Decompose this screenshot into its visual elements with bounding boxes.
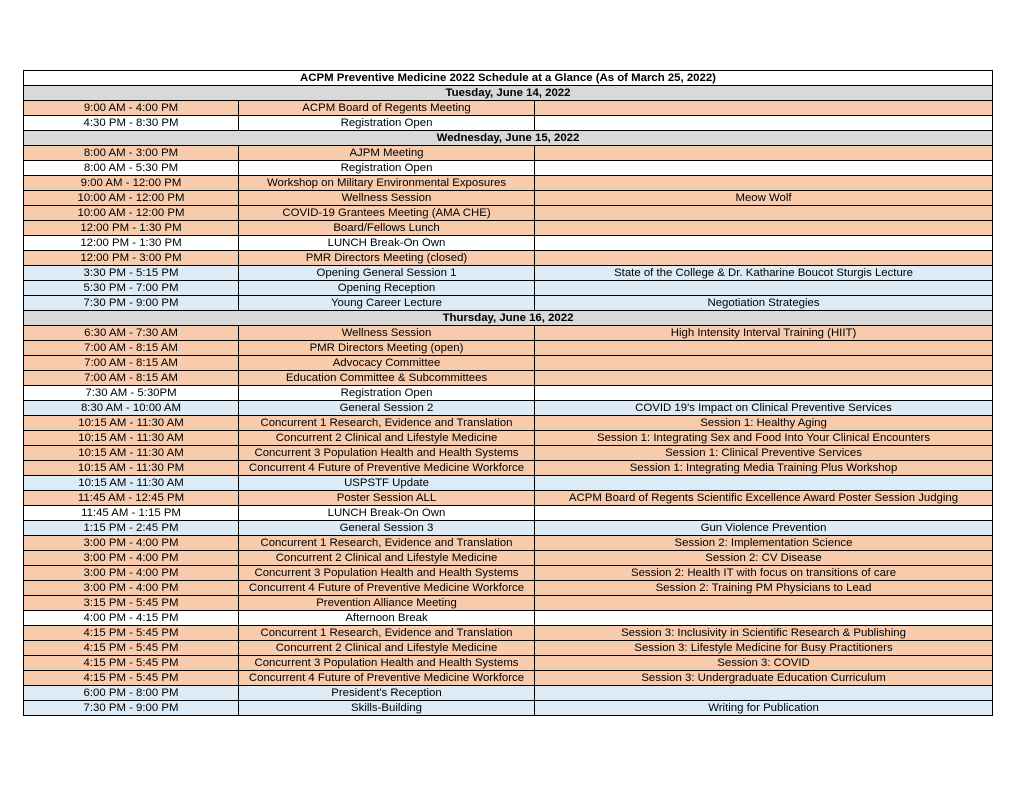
schedule-title: ACPM Preventive Medicine 2022 Schedule at a Glance (As of March 25, 2022) [24, 71, 993, 86]
time-cell: 6:30 AM - 7:30 AM [24, 326, 239, 341]
detail-cell: Session 2: Training PM Physicians to Lead [535, 581, 993, 596]
schedule-row [24, 686, 993, 701]
time-cell: 10:15 AM - 11:30 AM [24, 416, 239, 431]
detail-cell: COVID 19's Impact on Clinical Preventive Services [535, 401, 993, 416]
schedule-row [24, 191, 993, 206]
time-cell: 10:00 AM - 12:00 PM [24, 206, 239, 221]
event-cell: Afternoon Break [239, 611, 535, 626]
time-cell: 12:00 PM - 1:30 PM [24, 221, 239, 236]
event-cell: Skills-Building [239, 701, 535, 716]
schedule-row [24, 356, 993, 371]
event-cell: Concurrent 2 Clinical and Lifestyle Medicine [239, 431, 535, 446]
schedule-row [24, 611, 993, 626]
schedule-row [24, 536, 993, 551]
time-cell: 3:00 PM - 4:00 PM [24, 536, 239, 551]
event-cell: Workshop on Military Environmental Exposures [239, 176, 535, 191]
schedule-row [24, 626, 993, 641]
time-cell: 7:30 PM - 9:00 PM [24, 296, 239, 311]
detail-cell: Gun Violence Prevention [535, 521, 993, 536]
schedule-table [23, 70, 993, 716]
time-cell: 12:00 PM - 3:00 PM [24, 251, 239, 266]
time-cell: 4:00 PM - 4:15 PM [24, 611, 239, 626]
event-cell: Young Career Lecture [239, 296, 535, 311]
time-cell: 9:00 AM - 4:00 PM [24, 101, 239, 116]
event-cell: Opening Reception [239, 281, 535, 296]
detail-cell [535, 356, 993, 371]
detail-cell [535, 386, 993, 401]
detail-cell [535, 596, 993, 611]
schedule-row [24, 641, 993, 656]
time-cell: 8:00 AM - 3:00 PM [24, 146, 239, 161]
time-cell: 4:30 PM - 8:30 PM [24, 116, 239, 131]
event-cell: Advocacy Committee [239, 356, 535, 371]
detail-cell [535, 341, 993, 356]
event-cell: Wellness Session [239, 191, 535, 206]
schedule-row [24, 281, 993, 296]
event-cell: Concurrent 4 Future of Preventive Medicine Workforce [239, 461, 535, 476]
detail-cell: Session 2: Health IT with focus on transitions of care [535, 566, 993, 581]
day-header-row [24, 311, 993, 326]
event-cell: Concurrent 1 Research, Evidence and Translation [239, 416, 535, 431]
schedule-row [24, 236, 993, 251]
time-cell: 7:30 PM - 9:00 PM [24, 701, 239, 716]
detail-cell [535, 476, 993, 491]
schedule-row [24, 101, 993, 116]
detail-cell: Session 1: Integrating Sex and Food Into Your Clinical Encounters [535, 431, 993, 446]
schedule-row [24, 251, 993, 266]
detail-cell: Session 1: Integrating Media Training Plus Workshop [535, 461, 993, 476]
detail-cell: ACPM Board of Regents Scientific Excellence Award Poster Session Judging [535, 491, 993, 506]
event-cell: Concurrent 1 Research, Evidence and Translation [239, 536, 535, 551]
time-cell: 3:30 PM - 5:15 PM [24, 266, 239, 281]
event-cell: Concurrent 2 Clinical and Lifestyle Medicine [239, 551, 535, 566]
detail-cell: Session 1: Clinical Preventive Services [535, 446, 993, 461]
schedule-row [24, 401, 993, 416]
schedule-row [24, 596, 993, 611]
time-cell: 7:00 AM - 8:15 AM [24, 371, 239, 386]
schedule-row [24, 386, 993, 401]
detail-cell [535, 206, 993, 221]
schedule-row [24, 551, 993, 566]
day-header: Thursday, June 16, 2022 [24, 311, 993, 326]
time-cell: 4:15 PM - 5:45 PM [24, 626, 239, 641]
event-cell: PMR Directors Meeting (closed) [239, 251, 535, 266]
event-cell: Concurrent 3 Population Health and Health Systems [239, 446, 535, 461]
schedule-row [24, 176, 993, 191]
schedule-row [24, 296, 993, 311]
time-cell: 12:00 PM - 1:30 PM [24, 236, 239, 251]
detail-cell: Writing for Publication [535, 701, 993, 716]
schedule-row [24, 431, 993, 446]
event-cell: Concurrent 2 Clinical and Lifestyle Medicine [239, 641, 535, 656]
detail-cell [535, 176, 993, 191]
event-cell: Concurrent 1 Research, Evidence and Translation [239, 626, 535, 641]
schedule-row [24, 326, 993, 341]
schedule-row [24, 476, 993, 491]
detail-cell [535, 281, 993, 296]
event-cell: ACPM Board of Regents Meeting [239, 101, 535, 116]
time-cell: 7:00 AM - 8:15 AM [24, 356, 239, 371]
day-header-row [24, 131, 993, 146]
day-header: Tuesday, June 14, 2022 [24, 86, 993, 101]
detail-cell: Meow Wolf [535, 191, 993, 206]
time-cell: 7:30 AM - 5:30PM [24, 386, 239, 401]
time-cell: 4:15 PM - 5:45 PM [24, 641, 239, 656]
detail-cell: Session 1: Healthy Aging [535, 416, 993, 431]
time-cell: 3:15 PM - 5:45 PM [24, 596, 239, 611]
event-cell: Poster Session ALL [239, 491, 535, 506]
schedule-row [24, 581, 993, 596]
event-cell: Concurrent 3 Population Health and Health Systems [239, 656, 535, 671]
time-cell: 3:00 PM - 4:00 PM [24, 551, 239, 566]
detail-cell: Session 3: Inclusivity in Scientific Research & Publishing [535, 626, 993, 641]
day-header-row [24, 86, 993, 101]
schedule-row [24, 566, 993, 581]
time-cell: 10:00 AM - 12:00 PM [24, 191, 239, 206]
time-cell: 10:15 AM - 11:30 PM [24, 461, 239, 476]
detail-cell [535, 371, 993, 386]
detail-cell [535, 116, 993, 131]
detail-cell: Session 3: Undergraduate Education Curriculum [535, 671, 993, 686]
schedule-row [24, 221, 993, 236]
schedule-row [24, 671, 993, 686]
detail-cell: Session 2: CV Disease [535, 551, 993, 566]
event-cell: USPSTF Update [239, 476, 535, 491]
time-cell: 4:15 PM - 5:45 PM [24, 671, 239, 686]
event-cell: General Session 2 [239, 401, 535, 416]
schedule-row [24, 371, 993, 386]
event-cell: Prevention Alliance Meeting [239, 596, 535, 611]
schedule-row [24, 146, 993, 161]
event-cell: Opening General Session 1 [239, 266, 535, 281]
event-cell: Registration Open [239, 161, 535, 176]
schedule-row [24, 116, 993, 131]
event-cell: COVID-19 Grantees Meeting (AMA CHE) [239, 206, 535, 221]
event-cell: Concurrent 4 Future of Preventive Medicine Workforce [239, 671, 535, 686]
time-cell: 3:00 PM - 4:00 PM [24, 566, 239, 581]
schedule-row [24, 491, 993, 506]
schedule-row [24, 266, 993, 281]
schedule-row [24, 461, 993, 476]
detail-cell: Session 2: Implementation Science [535, 536, 993, 551]
detail-cell [535, 686, 993, 701]
time-cell: 10:15 AM - 11:30 AM [24, 476, 239, 491]
event-cell: Wellness Session [239, 326, 535, 341]
time-cell: 6:00 PM - 8:00 PM [24, 686, 239, 701]
detail-cell: Session 3: COVID [535, 656, 993, 671]
detail-cell [535, 161, 993, 176]
title-row [24, 71, 993, 86]
event-cell: LUNCH Break-On Own [239, 506, 535, 521]
detail-cell [535, 146, 993, 161]
detail-cell: State of the College & Dr. Katharine Boucot Sturgis Lecture [535, 266, 993, 281]
schedule-row [24, 656, 993, 671]
event-cell: AJPM Meeting [239, 146, 535, 161]
schedule-row [24, 341, 993, 356]
event-cell: Concurrent 3 Population Health and Health Systems [239, 566, 535, 581]
event-cell: Registration Open [239, 386, 535, 401]
time-cell: 7:00 AM - 8:15 AM [24, 341, 239, 356]
day-header: Wednesday, June 15, 2022 [24, 131, 993, 146]
time-cell: 11:45 AM - 1:15 PM [24, 506, 239, 521]
detail-cell [535, 101, 993, 116]
time-cell: 1:15 PM - 2:45 PM [24, 521, 239, 536]
event-cell: Board/Fellows Lunch [239, 221, 535, 236]
time-cell: 10:15 AM - 11:30 AM [24, 446, 239, 461]
detail-cell: Session 3: Lifestyle Medicine for Busy Practitioners [535, 641, 993, 656]
schedule-row [24, 701, 993, 716]
detail-cell [535, 251, 993, 266]
schedule-body [24, 71, 993, 716]
time-cell: 8:00 AM - 5:30 PM [24, 161, 239, 176]
schedule-row [24, 416, 993, 431]
event-cell: President's Reception [239, 686, 535, 701]
schedule-row [24, 446, 993, 461]
event-cell: General Session 3 [239, 521, 535, 536]
detail-cell [535, 221, 993, 236]
time-cell: 10:15 AM - 11:30 AM [24, 431, 239, 446]
event-cell: Education Committee & Subcommittees [239, 371, 535, 386]
time-cell: 9:00 AM - 12:00 PM [24, 176, 239, 191]
event-cell: PMR Directors Meeting (open) [239, 341, 535, 356]
detail-cell [535, 611, 993, 626]
detail-cell: Negotiation Strategies [535, 296, 993, 311]
detail-cell [535, 506, 993, 521]
time-cell: 8:30 AM - 10:00 AM [24, 401, 239, 416]
schedule-row [24, 161, 993, 176]
schedule-row [24, 206, 993, 221]
event-cell: Registration Open [239, 116, 535, 131]
schedule-row [24, 521, 993, 536]
time-cell: 4:15 PM - 5:45 PM [24, 656, 239, 671]
event-cell: Concurrent 4 Future of Preventive Medicine Workforce [239, 581, 535, 596]
event-cell: LUNCH Break-On Own [239, 236, 535, 251]
time-cell: 11:45 AM - 12:45 PM [24, 491, 239, 506]
schedule-row [24, 506, 993, 521]
detail-cell [535, 236, 993, 251]
detail-cell: High Intensity Interval Training (HIIT) [535, 326, 993, 341]
time-cell: 3:00 PM - 4:00 PM [24, 581, 239, 596]
time-cell: 5:30 PM - 7:00 PM [24, 281, 239, 296]
